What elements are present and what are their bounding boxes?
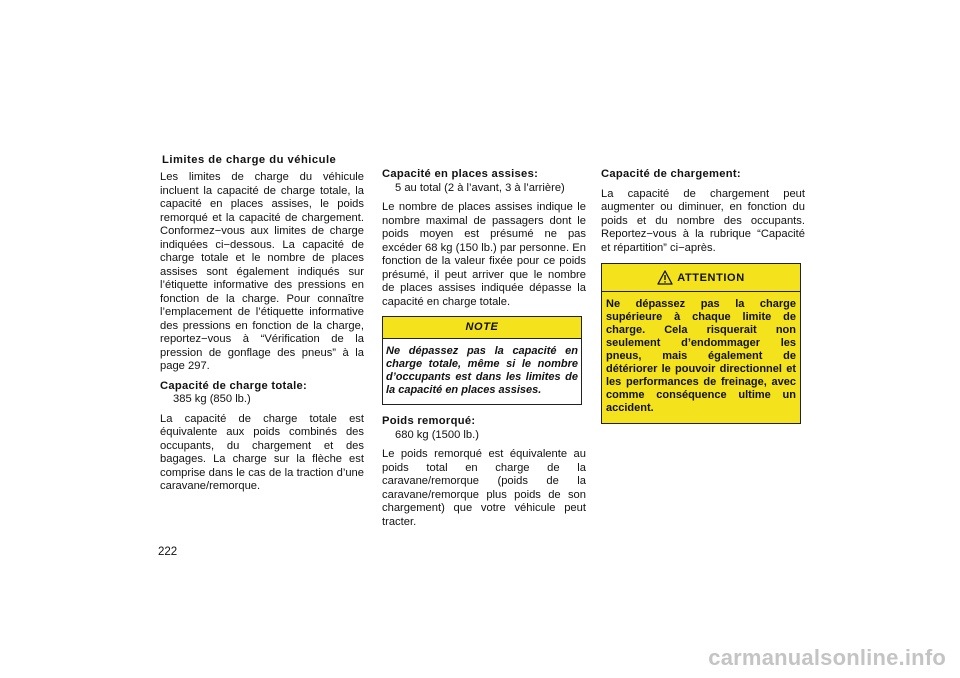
attention-text: Ne dépassez pas la charge supérieure à chaque limite de charge. Cela risquerait non seulement d’endommager les pneus, mais également de détériorer le pouvoir directionnel et les performances de freinage, avec comme conséquence ultime un accident. — [606, 298, 796, 414]
column-3 — [601, 168, 805, 424]
towing-weight-value: 680 kg (1500 lb.) — [395, 428, 479, 441]
seating-capacity-text: Le nombre de places assises indique le nombre maximal de passagers dont le poids moyen est présumé ne pas excéder 68 kg (150 lb.) par personne. En fonction de la valeur fixée pour ce poids présumé, il peut arriver que le nombre de places assises indiquée dépasse la capacité en charge totale. — [382, 201, 586, 308]
watermark: carmanualsonline.info — [708, 645, 946, 670]
towing-weight-text: Le poids remorqué est équivalente au poids total en charge de la caravane/remorque (poids de la caravane/remorque plus poids de son chargement) que votre véhicule peut tracter. — [382, 448, 586, 528]
column-1 — [160, 154, 364, 494]
note-text: Ne dépassez pas la capacité en charge totale, même si le nombre d’occupants est dans les limites de la capacité en places assises. — [386, 345, 578, 396]
intro-paragraph: Les limites de charge du véhicule incluent la capacité de charge totale, la capacité en places assises, le poids remorqué et la capacité de chargement. Conformez−vous aux limites de charge indiquées ci−dessous. La capacité de charge totale et le nombre de places assises sont également indiqués sur l’étiquette informative des pressions en fonction de la charge. Pour connaître l’emplacement de l’étiquette informative des pressions en fonction de la charge, reportez−vous à “Vérification de la pression de gonflage des pneus” à la page 297. — [160, 171, 364, 372]
column-2 — [382, 168, 586, 529]
total-capacity-value: 385 kg (850 lb.) — [173, 393, 251, 405]
warning-triangle-icon — [657, 270, 673, 285]
towing-weight-label: Poids remorqué: — [382, 415, 476, 427]
attention-title: ATTENTION — [677, 271, 745, 284]
seating-capacity-label: Capacité en places assises: — [382, 168, 539, 180]
cargo-capacity-text: La capacité de chargement peut augmenter ou diminuer, en fonction du poids et du nombre des occupants. Reportez−vous à la rubrique “Capacité et répartition” ci−après. — [601, 187, 805, 254]
cargo-capacity-label: Capacité de chargement: — [601, 168, 741, 180]
note-title: NOTE — [383, 317, 581, 339]
attention-box — [601, 263, 801, 424]
note-box — [382, 316, 582, 405]
attention-header — [602, 264, 800, 292]
seating-capacity-value: 5 au total (2 à l’avant, 3 à l’arrière) — [395, 181, 565, 194]
total-capacity-label: Capacité de charge totale: — [160, 379, 308, 392]
section-title: Limites de charge du véhicule — [162, 154, 337, 166]
page-number: 222 — [158, 546, 178, 558]
total-capacity-text: La capacité de charge totale est équivalente aux poids combinés des occupants, du chargement et des bagages. La charge sur la flèche est comprise dans le cas de la traction d’une caravane/remorque. — [160, 412, 364, 492]
